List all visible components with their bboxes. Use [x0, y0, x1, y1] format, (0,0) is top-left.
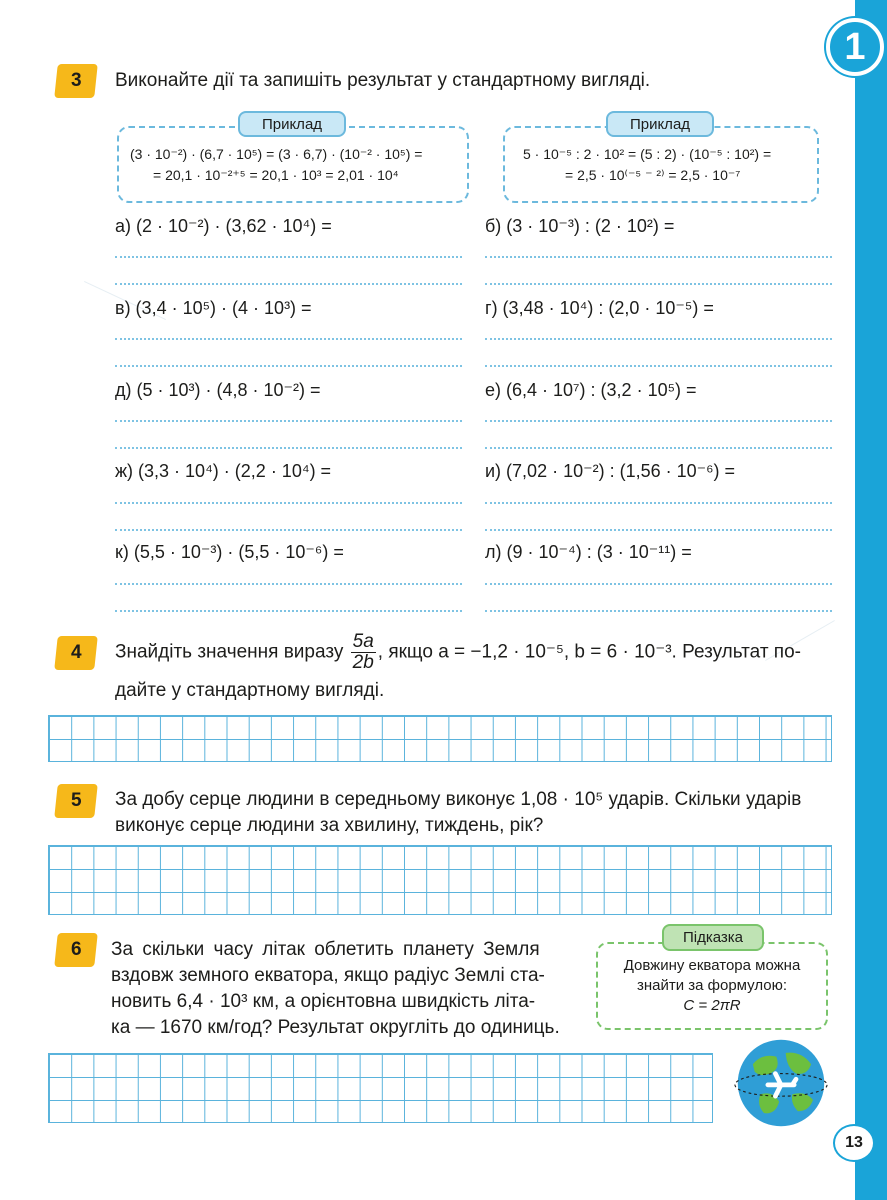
answer-line[interactable]	[115, 447, 462, 449]
exercise-g: г) (3,48 · 10⁴) : (2,0 · 10⁻⁵) =	[485, 298, 714, 318]
task-4-text	[115, 632, 801, 673]
answer-line[interactable]	[485, 502, 832, 504]
hint-text	[600, 956, 824, 1016]
answer-grid-5[interactable]	[48, 845, 832, 915]
exercise-zh: ж) (3,3 · 10⁴) · (2,2 · 10⁴) =	[115, 461, 332, 481]
exercise-k: к) (5,5 · 10⁻³) · (5,5 · 10⁻⁶) =	[115, 542, 344, 562]
exercise-v: в) (3,4 · 10⁵) · (4 · 10³) =	[115, 298, 312, 318]
answer-line[interactable]	[115, 583, 462, 585]
answer-line[interactable]	[485, 256, 832, 258]
task-4-number: 4	[54, 636, 98, 670]
hint-label: Підказка	[662, 924, 764, 951]
hint-line-1: Довжину екватора можна	[623, 957, 801, 974]
fraction-denominator: 2b	[352, 652, 374, 673]
fraction	[351, 632, 376, 673]
chapter-badge: 1	[826, 18, 884, 76]
answer-line[interactable]	[485, 283, 832, 285]
example-label-2: Приклад	[606, 111, 714, 137]
task-5-number: 5	[54, 784, 98, 818]
task-4-text-line-2: дайте у стандартному вигляді.	[115, 680, 385, 701]
task-5-line-1: За добу серце людини в середньому виконує 1,08 · 10⁵ ударів. Скільки ударів	[115, 789, 802, 810]
example-2-line-2: = 2,5 · 10⁽⁻⁵ ⁻ ²⁾ = 2,5 · 10⁻⁷	[565, 167, 741, 183]
answer-line[interactable]	[115, 610, 462, 612]
exercise-b: б) (3 · 10⁻³) : (2 · 10²) =	[485, 216, 675, 236]
task-3-number: 3	[54, 64, 98, 98]
task-6-number: 6	[54, 933, 98, 967]
task-6-line-2: вздовж земного екватора, якщо радіус Землі ста-	[111, 965, 545, 986]
page-number: 13	[833, 1124, 875, 1162]
answer-line[interactable]	[485, 365, 832, 367]
answer-line[interactable]	[485, 583, 832, 585]
example-1-line-1: (3 · 10⁻²) · (6,7 · 10⁵) = (3 · 6,7) · (10⁻² · 10⁵) =	[130, 146, 423, 162]
example-2-line-1: 5 · 10⁻⁵ : 2 · 10² = (5 : 2) · (10⁻⁵ : 10²) =	[523, 146, 772, 162]
answer-line[interactable]	[485, 338, 832, 340]
answer-line[interactable]	[115, 256, 462, 258]
answer-line[interactable]	[485, 529, 832, 531]
example-box-1	[117, 126, 469, 203]
side-band	[855, 0, 887, 1200]
answer-line[interactable]	[485, 610, 832, 612]
answer-line[interactable]	[115, 529, 462, 531]
answer-line[interactable]	[115, 502, 462, 504]
answer-line[interactable]	[115, 283, 462, 285]
exercise-l: л) (9 · 10⁻⁴) : (3 · 10⁻¹¹) =	[485, 542, 692, 562]
exercise-a: а) (2 · 10⁻²) · (3,62 · 10⁴) =	[115, 216, 332, 236]
exercise-e: е) (6,4 · 10⁷) : (3,2 · 10⁵) =	[485, 380, 697, 400]
answer-line[interactable]	[115, 365, 462, 367]
task-6-line-1: За скільки часу літак облетить планету Земля	[111, 939, 540, 960]
answer-line[interactable]	[115, 420, 462, 422]
answer-grid-4[interactable]	[48, 715, 832, 762]
answer-grid-6[interactable]	[48, 1053, 713, 1123]
example-label-1: Приклад	[238, 111, 346, 137]
globe-plane-icon	[734, 1036, 828, 1130]
task-4-text-start: Знайдіть значення виразу	[115, 641, 344, 663]
fraction-numerator: 5a	[352, 631, 374, 652]
task-6-line-3: новить 6,4 · 10³ км, а орієнтовна швидкість літа-	[111, 991, 536, 1012]
task-5-line-2: виконує серце людини за хвилину, тиждень, рік?	[115, 815, 544, 836]
task-3-text: Виконайте дії та запишіть результат у стандартному вигляді.	[115, 70, 651, 91]
example-box-2	[503, 126, 819, 203]
hint-formula: C = 2πR	[683, 997, 741, 1014]
exercise-d: д) (5 · 10³) · (4,8 · 10⁻²) =	[115, 380, 321, 400]
task-4-text-end: , якщо a = −1,2 · 10⁻⁵, b = 6 · 10⁻³. Результат по-	[377, 641, 801, 663]
hint-line-2: знайти за формулою:	[636, 977, 788, 994]
example-1-line-2: = 20,1 · 10⁻²⁺⁵ = 20,1 · 10³ = 2,01 · 10⁴	[153, 167, 399, 183]
answer-line[interactable]	[485, 447, 832, 449]
task-6-line-4: ка — 1670 км/год? Результат округліть до одиниць.	[111, 1017, 560, 1038]
exercise-y: и) (7,02 · 10⁻²) : (1,56 · 10⁻⁶) =	[485, 461, 736, 481]
answer-line[interactable]	[115, 338, 462, 340]
answer-line[interactable]	[485, 420, 832, 422]
